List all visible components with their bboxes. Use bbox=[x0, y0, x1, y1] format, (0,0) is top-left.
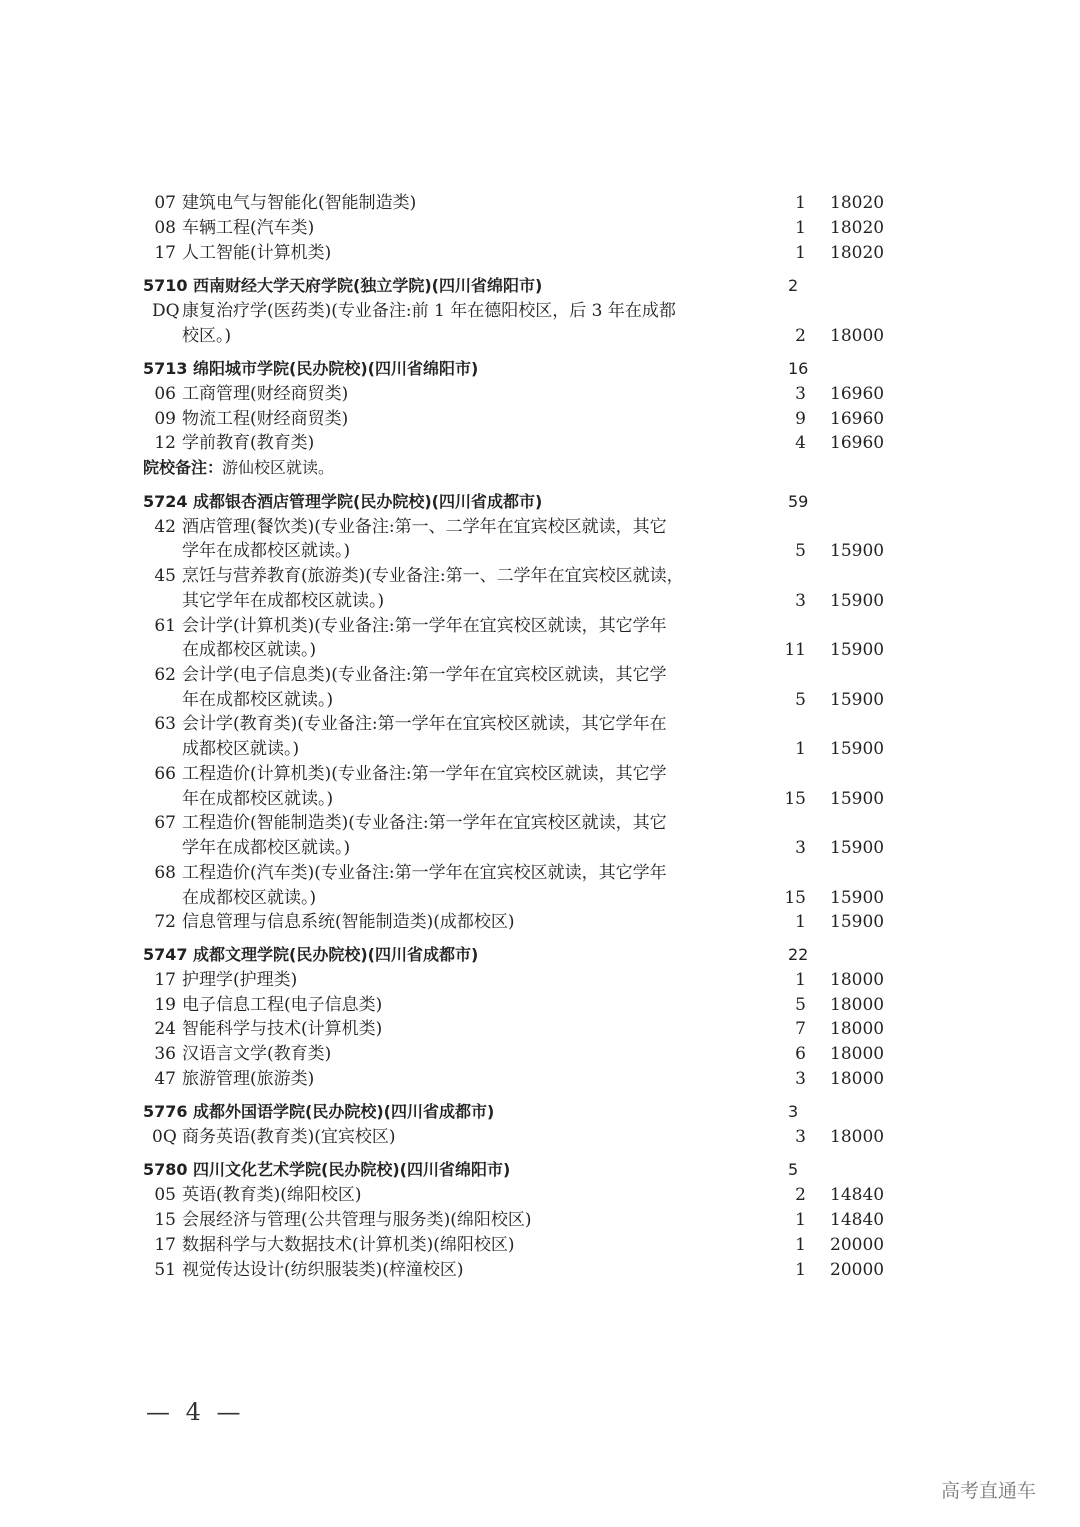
watermark: 高考直通车 bbox=[941, 1480, 1037, 1502]
major-row bbox=[0, 762, 1080, 786]
major-row bbox=[0, 299, 1080, 323]
major-name: 工程造价(智能制造类)(专业备注:第一学年在宜宾校区就读，其它 bbox=[182, 813, 667, 833]
school-name: 绵阳城市学院(民办院校)(四川省绵阳市) bbox=[193, 359, 479, 378]
major-name: 酒店管理(餐饮类)(专业备注:第一、二学年在宜宾校区就读，其它 bbox=[182, 517, 667, 537]
plan-count: 3 bbox=[795, 1127, 806, 1147]
major-row bbox=[0, 910, 1080, 934]
tuition-fee: 18000 bbox=[830, 1044, 885, 1064]
major-name: 车辆工程(汽车类) bbox=[182, 218, 315, 238]
tuition-fee: 15900 bbox=[830, 591, 885, 611]
tuition-fee: 15900 bbox=[830, 888, 885, 908]
major-name: 物流工程(财经商贸类) bbox=[182, 409, 349, 429]
major-name: 信息管理与信息系统(智能制造类)(成都校区) bbox=[182, 912, 515, 932]
major-row-continuation bbox=[0, 737, 1080, 761]
plan-count: 3 bbox=[795, 384, 806, 404]
plan-count: 5 bbox=[795, 690, 806, 710]
plan-count: 1 bbox=[795, 243, 806, 263]
plan-count: 1 bbox=[795, 193, 806, 213]
plan-count: 1 bbox=[795, 1210, 806, 1230]
major-row bbox=[0, 1042, 1080, 1066]
major-code: 62 bbox=[154, 665, 176, 685]
major-code: 06 bbox=[154, 384, 176, 404]
major-code: 15 bbox=[154, 1210, 176, 1230]
plan-count: 1 bbox=[795, 912, 806, 932]
major-code: 17 bbox=[154, 970, 176, 990]
major-name-continuation: 在成都校区就读。) bbox=[182, 888, 317, 908]
major-name: 会计学(电子信息类)(专业备注:第一学年在宜宾校区就读，其它学 bbox=[182, 665, 667, 685]
major-code: 08 bbox=[154, 218, 176, 238]
major-code: 17 bbox=[154, 243, 176, 263]
major-row bbox=[0, 1183, 1080, 1207]
tuition-fee: 15900 bbox=[830, 739, 885, 759]
major-name: 会计学(教育类)(专业备注:第一学年在宜宾校区就读，其它学年在 bbox=[182, 714, 667, 734]
major-name: 人工智能(计算机类) bbox=[182, 243, 332, 263]
major-code: 09 bbox=[154, 409, 176, 429]
school-code: 5713 bbox=[143, 359, 188, 378]
major-name-continuation: 年在成都校区就读。) bbox=[182, 690, 334, 710]
tuition-fee: 16960 bbox=[830, 433, 885, 453]
school-total-count: 3 bbox=[788, 1102, 799, 1121]
major-code: 17 bbox=[154, 1235, 176, 1255]
tuition-fee: 18000 bbox=[830, 1069, 885, 1089]
major-name: 建筑电气与智能化(智能制造类) bbox=[182, 193, 417, 213]
major-row bbox=[0, 1233, 1080, 1257]
major-row-continuation bbox=[0, 688, 1080, 712]
school-name: 成都文理学院(民办院校)(四川省成都市) bbox=[193, 945, 479, 964]
plan-count: 1 bbox=[795, 970, 806, 990]
major-name-continuation: 学年在成都校区就读。) bbox=[182, 541, 351, 561]
tuition-fee: 18020 bbox=[830, 218, 885, 238]
major-name-continuation: 成都校区就读。) bbox=[182, 739, 300, 759]
major-name: 护理学(护理类) bbox=[182, 970, 298, 990]
major-name: 英语(教育类)(绵阳校区) bbox=[182, 1185, 362, 1205]
major-row bbox=[0, 1067, 1080, 1091]
plan-count: 9 bbox=[795, 409, 806, 429]
major-row-continuation bbox=[0, 886, 1080, 910]
major-code: 61 bbox=[154, 616, 176, 636]
major-name: 康复治疗学(医药类)(专业备注:前 1 年在德阳校区，后 3 年在成都 bbox=[182, 301, 676, 321]
school-name: 四川文化艺术学院(民办院校)(四川省绵阳市) bbox=[193, 1160, 511, 1179]
major-row bbox=[0, 216, 1080, 240]
school-code: 5776 bbox=[143, 1102, 188, 1121]
tuition-fee: 18000 bbox=[830, 1127, 885, 1147]
school-total-count: 59 bbox=[788, 492, 809, 511]
tuition-fee: 16960 bbox=[830, 409, 885, 429]
major-name: 会展经济与管理(公共管理与服务类)(绵阳校区) bbox=[182, 1210, 532, 1230]
page-number: — 4 — bbox=[146, 1398, 245, 1426]
major-code: 42 bbox=[154, 517, 176, 537]
school-header-row bbox=[0, 357, 1080, 381]
school-code: 5747 bbox=[143, 945, 188, 964]
school-name: 成都银杏酒店管理学院(民办院校)(四川省成都市) bbox=[193, 492, 543, 511]
major-code: 07 bbox=[154, 193, 176, 213]
tuition-fee: 15900 bbox=[830, 541, 885, 561]
school-note-row bbox=[0, 456, 1080, 480]
major-code: 19 bbox=[154, 995, 176, 1015]
major-name: 智能科学与技术(计算机类) bbox=[182, 1019, 383, 1039]
major-row-continuation bbox=[0, 539, 1080, 563]
school-name: 成都外国语学院(民办院校)(四川省成都市) bbox=[193, 1102, 495, 1121]
tuition-fee: 18020 bbox=[830, 193, 885, 213]
school-total-count: 22 bbox=[788, 945, 809, 964]
major-code: 24 bbox=[154, 1019, 176, 1039]
major-code: 51 bbox=[154, 1260, 176, 1280]
major-name: 电子信息工程(电子信息类) bbox=[182, 995, 383, 1015]
plan-count: 5 bbox=[795, 541, 806, 561]
plan-count: 7 bbox=[795, 1019, 806, 1039]
plan-count: 3 bbox=[795, 1069, 806, 1089]
major-name: 视觉传达设计(纺织服装类)(梓潼校区) bbox=[182, 1260, 464, 1280]
plan-count: 2 bbox=[795, 1185, 806, 1205]
school-code: 5724 bbox=[143, 492, 188, 511]
plan-count: 1 bbox=[795, 1235, 806, 1255]
major-row bbox=[0, 811, 1080, 835]
major-name-continuation: 其它学年在成都校区就读。) bbox=[182, 591, 385, 611]
school-header-row bbox=[0, 274, 1080, 298]
tuition-fee: 18000 bbox=[830, 995, 885, 1015]
plan-count: 15 bbox=[784, 888, 806, 908]
major-name: 商务英语(教育类)(宜宾校区) bbox=[182, 1127, 396, 1147]
school-total-count: 16 bbox=[788, 359, 809, 378]
major-code: 47 bbox=[154, 1069, 176, 1089]
major-name: 数据科学与大数据技术(计算机类)(绵阳校区) bbox=[182, 1235, 515, 1255]
tuition-fee: 14840 bbox=[830, 1210, 885, 1230]
plan-count: 3 bbox=[795, 591, 806, 611]
major-name-continuation: 校区。) bbox=[182, 326, 232, 346]
major-row bbox=[0, 431, 1080, 455]
school-note-label: 院校备注： bbox=[143, 458, 224, 477]
major-name: 学前教育(教育类) bbox=[182, 433, 315, 453]
major-row bbox=[0, 1125, 1080, 1149]
school-header-row bbox=[0, 1158, 1080, 1182]
major-code: 63 bbox=[154, 714, 176, 734]
major-row bbox=[0, 1208, 1080, 1232]
major-code: 72 bbox=[154, 912, 176, 932]
tuition-fee: 16960 bbox=[830, 384, 885, 404]
plan-count: 5 bbox=[795, 995, 806, 1015]
plan-count: 4 bbox=[795, 433, 806, 453]
school-total-count: 5 bbox=[788, 1160, 799, 1179]
major-row bbox=[0, 663, 1080, 687]
major-row bbox=[0, 614, 1080, 638]
major-row bbox=[0, 515, 1080, 539]
plan-count: 6 bbox=[795, 1044, 806, 1064]
major-row-continuation bbox=[0, 324, 1080, 348]
major-code: 36 bbox=[154, 1044, 176, 1064]
tuition-fee: 15900 bbox=[830, 690, 885, 710]
major-code: 0Q bbox=[152, 1127, 177, 1147]
major-row-continuation bbox=[0, 589, 1080, 613]
major-row-continuation bbox=[0, 638, 1080, 662]
school-note-text: 游仙校区就读。 bbox=[222, 458, 335, 477]
plan-count: 15 bbox=[784, 789, 806, 809]
school-code: 5780 bbox=[143, 1160, 188, 1179]
major-row bbox=[0, 712, 1080, 736]
major-row bbox=[0, 1258, 1080, 1282]
major-name: 汉语言文学(教育类) bbox=[182, 1044, 332, 1064]
tuition-fee: 18000 bbox=[830, 1019, 885, 1039]
school-code: 5710 bbox=[143, 276, 188, 295]
major-code: 05 bbox=[154, 1185, 176, 1205]
major-name: 工程造价(汽车类)(专业备注:第一学年在宜宾校区就读，其它学年 bbox=[182, 863, 667, 883]
major-name: 烹饪与营养教育(旅游类)(专业备注:第一、二学年在宜宾校区就读， bbox=[182, 566, 684, 586]
major-code: 68 bbox=[154, 863, 176, 883]
school-header-row bbox=[0, 1100, 1080, 1124]
major-name: 工商管理(财经商贸类) bbox=[182, 384, 349, 404]
major-row bbox=[0, 861, 1080, 885]
major-code: 45 bbox=[154, 566, 176, 586]
tuition-fee: 20000 bbox=[830, 1235, 885, 1255]
major-name-continuation: 年在成都校区就读。) bbox=[182, 789, 334, 809]
school-name: 西南财经大学天府学院(独立学院)(四川省绵阳市) bbox=[193, 276, 543, 295]
tuition-fee: 15900 bbox=[830, 789, 885, 809]
tuition-fee: 18000 bbox=[830, 326, 885, 346]
plan-count: 1 bbox=[795, 739, 806, 759]
major-row-continuation bbox=[0, 836, 1080, 860]
major-row bbox=[0, 564, 1080, 588]
school-header-row bbox=[0, 943, 1080, 967]
major-row bbox=[0, 1017, 1080, 1041]
school-total-count: 2 bbox=[788, 276, 799, 295]
major-code: 66 bbox=[154, 764, 176, 784]
major-row-continuation bbox=[0, 787, 1080, 811]
major-code: 12 bbox=[154, 433, 176, 453]
plan-count: 1 bbox=[795, 1260, 806, 1280]
major-row bbox=[0, 993, 1080, 1017]
major-name-continuation: 学年在成都校区就读。) bbox=[182, 838, 351, 858]
plan-count: 3 bbox=[795, 838, 806, 858]
major-row bbox=[0, 968, 1080, 992]
tuition-fee: 20000 bbox=[830, 1260, 885, 1280]
major-row bbox=[0, 191, 1080, 215]
major-row bbox=[0, 241, 1080, 265]
major-row bbox=[0, 407, 1080, 431]
school-header-row bbox=[0, 490, 1080, 514]
major-code: DQ bbox=[152, 301, 180, 321]
tuition-fee: 15900 bbox=[830, 640, 885, 660]
major-name: 会计学(计算机类)(专业备注:第一学年在宜宾校区就读，其它学年 bbox=[182, 616, 667, 636]
major-row bbox=[0, 382, 1080, 406]
plan-count: 1 bbox=[795, 218, 806, 238]
tuition-fee: 14840 bbox=[830, 1185, 885, 1205]
tuition-fee: 18000 bbox=[830, 970, 885, 990]
major-name: 旅游管理(旅游类) bbox=[182, 1069, 315, 1089]
major-code: 67 bbox=[154, 813, 176, 833]
tuition-fee: 15900 bbox=[830, 838, 885, 858]
tuition-fee: 18020 bbox=[830, 243, 885, 263]
major-name: 工程造价(计算机类)(专业备注:第一学年在宜宾校区就读，其它学 bbox=[182, 764, 667, 784]
tuition-fee: 15900 bbox=[830, 912, 885, 932]
plan-count: 2 bbox=[795, 326, 806, 346]
major-name-continuation: 在成都校区就读。) bbox=[182, 640, 317, 660]
plan-count: 11 bbox=[784, 640, 806, 660]
